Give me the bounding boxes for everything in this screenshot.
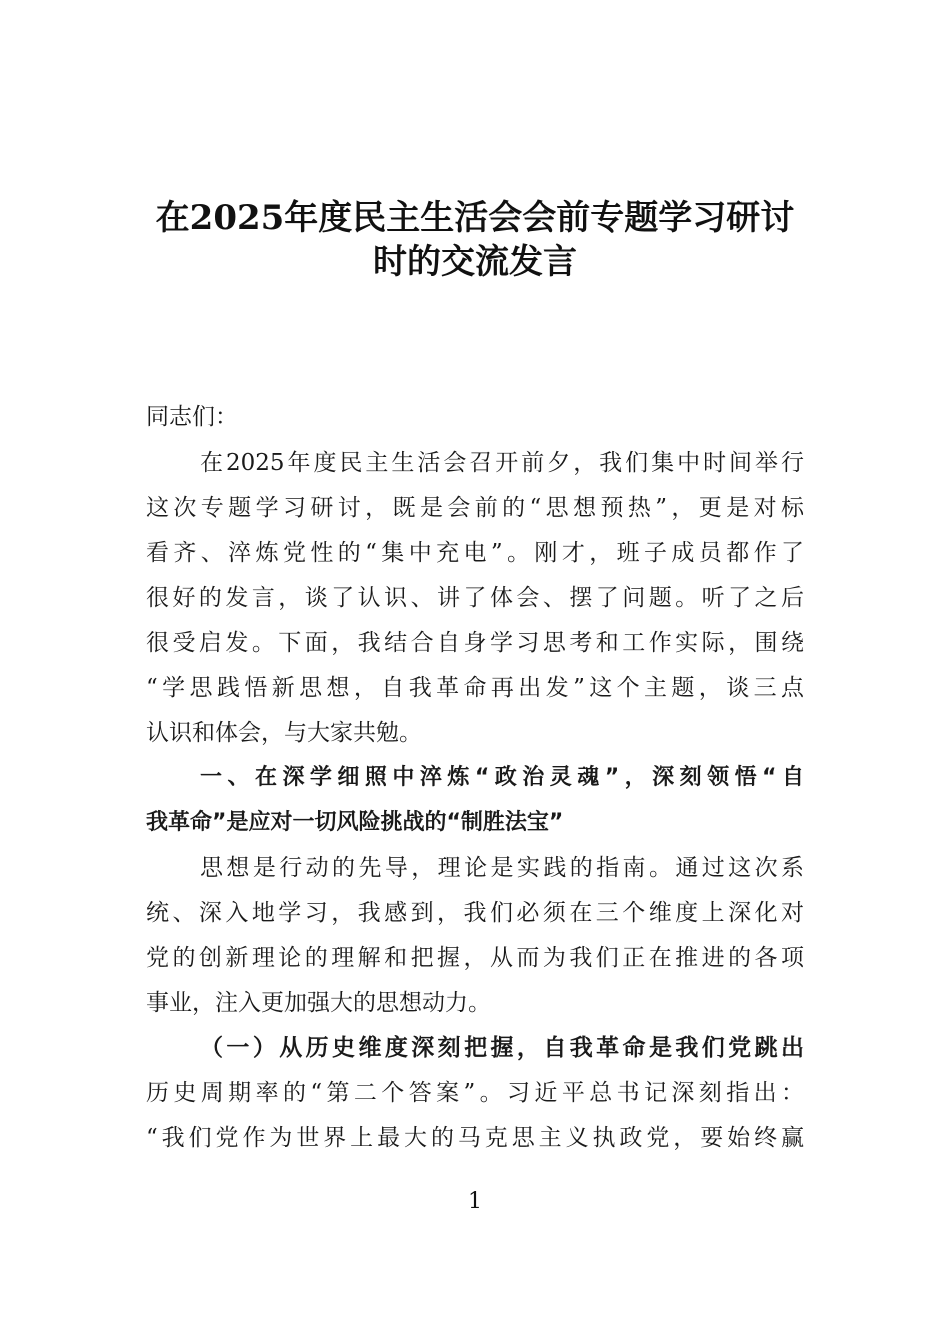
section-paragraph-line: 思想是行动的先导，理论是实践的指南。通过这次系: [200, 855, 804, 881]
section-heading-line: 一、在深学细照中淬炼“政治灵魂”，深刻领悟“自: [200, 765, 804, 790]
intro-line: 看齐、淬炼党性的“集中充电”。刚才，班子成员都作了: [146, 540, 804, 566]
intro-line: 认识和体会，与大家共勉。: [146, 720, 422, 746]
document-title-line-1: 在2025年度民主生活会会前专题学习研讨: [155, 198, 795, 238]
subsection-line: 历史周期率的“第二个答案”。习近平总书记深刻指出：: [146, 1080, 804, 1106]
section-paragraph-line: 事业，注入更加强大的思想动力。: [146, 990, 491, 1016]
subsection-line: “我们党作为世界上最大的马克思主义执政党，要始终赢: [146, 1125, 804, 1151]
section-paragraph-line: 党的创新理论的理解和把握，从而为我们正在推进的各项: [146, 945, 804, 971]
section-heading-line: 我革命”是应对一切风险挑战的“制胜法宝”: [146, 810, 564, 835]
section-paragraph-line: 统、深入地学习，我感到，我们必须在三个维度上深化对: [146, 900, 804, 926]
subsection-line: （一）从历史维度深刻把握，自我革命是我们党跳出: [200, 1034, 804, 1061]
salutation: 同志们：: [146, 404, 238, 430]
page-number: 1: [468, 1189, 482, 1214]
intro-line: “学思践悟新思想，自我革命再出发”这个主题，谈三点: [146, 675, 804, 701]
intro-line: 很受启发。下面，我结合自身学习思考和工作实际，围绕: [146, 630, 804, 656]
intro-line: 这次专题学习研讨，既是会前的“思想预热”，更是对标: [146, 495, 804, 521]
intro-line: 很好的发言，谈了认识、讲了体会、摆了问题。听了之后: [146, 585, 804, 611]
document-title-line-2: 时的交流发言: [373, 242, 577, 282]
intro-line: 在2025年度民主生活会召开前夕，我们集中时间举行: [200, 450, 804, 476]
